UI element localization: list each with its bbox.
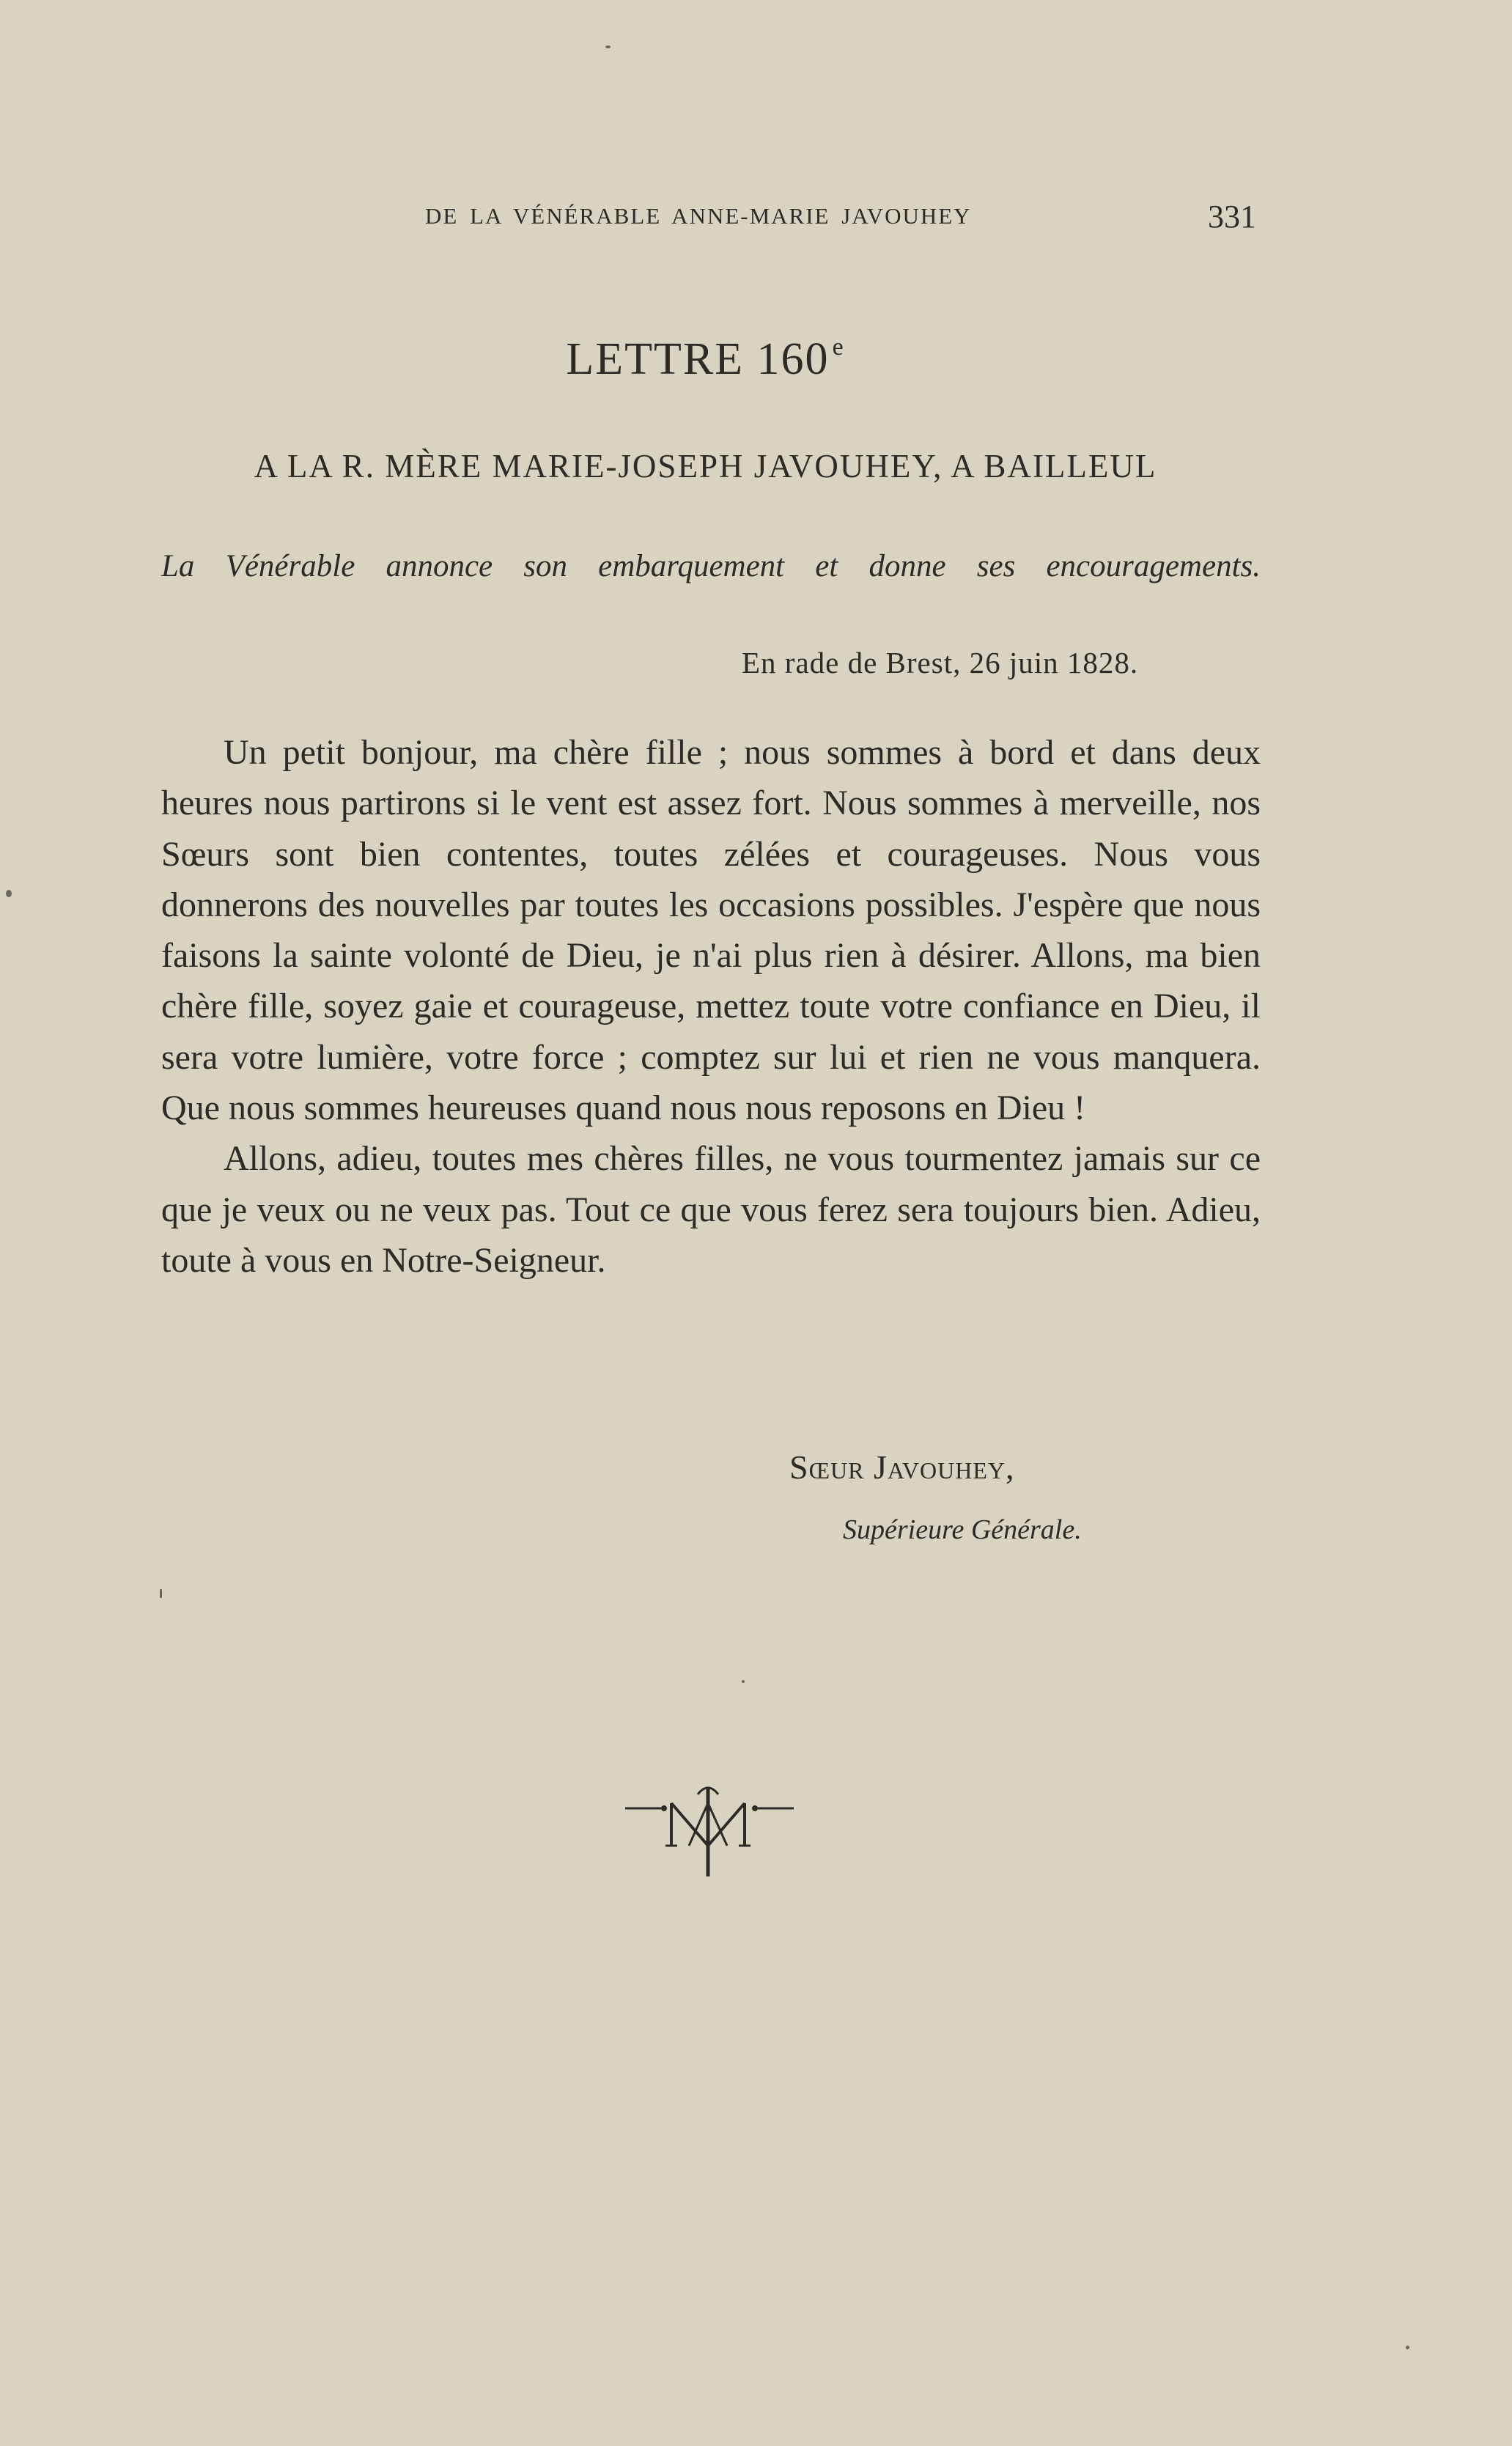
letter-paragraph: Un petit bonjour, ma chère fille ; nous sommes à bord et dans deux heures nous partirons si le vent est assez fort. Nous sommes à merveille, nos Sœurs sont bien contentes, toutes zélées et courageuses. Nous vous donnerons des nouvelles par toutes les occasions possibles. J'espère que nous faisons la sainte volonté de Dieu, je n'ai plus rien à désirer. Allons, ma bien chère fille, soyez gaie et courageuse, mettez toute votre confiance en Dieu, il sera votre lumière, votre force ; comptez sur lui et rien ne vous manquera. Que nous sommes heureuses quand nous nous reposons en Dieu ! (161, 733, 1261, 1128)
letter-body (161, 727, 1261, 1286)
letter-title (0, 334, 1411, 386)
running-header: DE LA VÉNÉRABLE ANNE-MARIE JAVOUHEY (425, 203, 972, 229)
signature-title: Supérieure Générale. (843, 1514, 1082, 1545)
letter-dateline: En rade de Brest, 26 juin 1828. (742, 646, 1139, 679)
letter-summary: La Vénérable annonce son embarquement et donne ses encouragements. (161, 549, 1261, 583)
letter-title-superscript: e (832, 334, 845, 361)
letter-signature: Sœur Javouhey, (789, 1448, 1015, 1486)
letter-recipient: A LA R. MÈRE MARIE-JOSEPH JAVOUHEY, A BAILLEUL (254, 448, 1157, 485)
monogram-ornament-icon (622, 1774, 797, 1884)
page-number: 331 (1208, 199, 1256, 235)
letter-title-text: LETTRE 160 (566, 334, 830, 384)
letter-paragraph: Allons, adieu, toutes mes chères filles, ne vous tourmentez jamais sur ce que je veux ou ne veux pas. Tout ce que vous ferez sera toujours bien. Adieu, toute à vous en Notre-Seigneur. (161, 1139, 1261, 1280)
